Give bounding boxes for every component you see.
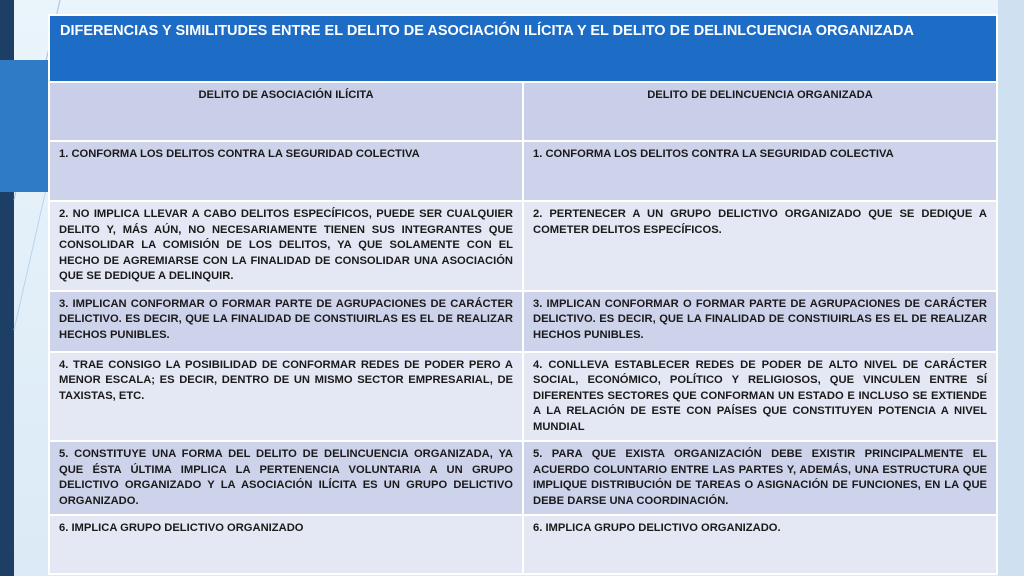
table-row xyxy=(49,441,997,515)
cell-asociacion: 2. NO IMPLICA LLEVAR A CABO DELITOS ESPECÍFICOS, PUEDE SER CUALQUIER DELITO Y, MÁS AÚN, NO NECESARIAMENTE TIENEN SUS INTEGRANTES QUE CONSOLIDAR LA COMISIÓN DE LOS DELITOS, YA QUE SOLAMENTE CON EL HECHO DE AGREMIARSE CON LA FINALIDAD DE CONSOLIDAR UNA ASOCIACIÓN QUE SE DEDIQUE A DELINQUIR. xyxy=(49,201,523,291)
cell-asociacion: 1. CONFORMA LOS DELITOS CONTRA LA SEGURIDAD COLECTIVA xyxy=(49,141,523,201)
table-row xyxy=(49,141,997,201)
table-row xyxy=(49,291,997,352)
cell-asociacion: 3. IMPLICAN CONFORMAR O FORMAR PARTE DE AGRUPACIONES DE CARÁCTER DELICTIVO. ES DECIR, QUE LA FINALIDAD DE CONSTIUIRLAS ES EL DE REALIZAR HECHOS PUNIBLES. xyxy=(49,291,523,352)
cell-asociacion: 6. IMPLICA GRUPO DELICTIVO ORGANIZADO xyxy=(49,515,523,574)
cell-asociacion: 4. TRAE CONSIGO LA POSIBILIDAD DE CONFORMAR REDES DE PODER PERO A MENOR ESCALA; ES DECIR, DENTRO DE UN MISMO SECTOR EMPRESARIAL, DE TAXISTAS, ETC. xyxy=(49,352,523,442)
column-header-asociacion: DELITO DE ASOCIACIÓN ILÍCITA xyxy=(49,82,523,141)
column-header-delincuencia: DELITO DE DELINCUENCIA ORGANIZADA xyxy=(523,82,997,141)
table-row xyxy=(49,201,997,291)
comparison-table xyxy=(48,14,998,575)
decorative-right-strip xyxy=(998,0,1024,576)
table-row xyxy=(49,352,997,442)
cell-delincuencia: 3. IMPLICAN CONFORMAR O FORMAR PARTE DE AGRUPACIONES DE CARÁCTER DELICTIVO. ES DECIR, QUE LA FINALIDAD DE CONSTIUIRLAS ES EL DE REALIZAR HECHOS PUNIBLES. xyxy=(523,291,997,352)
cell-delincuencia: 4. CONLLEVA ESTABLECER REDES DE PODER DE ALTO NIVEL DE CARÁCTER SOCIAL, ECONÓMICO, POLÍTICO Y RELIGIOSOS, QUE VINCULEN ENTRE SÍ DIFERENTES SECTORES QUE CONFORMAN UN ESTADO E INCLUSO SE EXTIENDE A LA RELACIÓN DE ESTE CON PAÍSES QUE CONSTITUYEN POTENCIA A NIVEL MUNDIAL xyxy=(523,352,997,442)
title-row xyxy=(49,15,997,82)
cell-delincuencia: 6. IMPLICA GRUPO DELICTIVO ORGANIZADO. xyxy=(523,515,997,574)
cell-delincuencia: 5. PARA QUE EXISTA ORGANIZACIÓN DEBE EXISTIR PRINCIPALMENTE EL ACUERDO COLUNTARIO ENTRE LAS PARTES Y, ADEMÁS, UNA ESTRUCTURA QUE IMPLIQUE DISTRIBUCIÓN DE TAREAS O ASIGNACIÓN DE FUNCIONES, EN LA QUE DEBE DARSE UNA COORDINACIÓN. xyxy=(523,441,997,515)
table-row xyxy=(49,515,997,574)
decorative-accent-block xyxy=(0,60,48,192)
cell-delincuencia: 1. CONFORMA LOS DELITOS CONTRA LA SEGURIDAD COLECTIVA xyxy=(523,141,997,201)
cell-delincuencia: 2. PERTENECER A UN GRUPO DELICTIVO ORGANIZADO QUE SE DEDIQUE A COMETER DELITOS ESPECÍFICOS. xyxy=(523,201,997,291)
table-title: DIFERENCIAS Y SIMILITUDES ENTRE EL DELITO DE ASOCIACIÓN ILÍCITA Y EL DELITO DE DELINLCUENCIA ORGANIZADA xyxy=(49,15,997,82)
cell-asociacion: 5. CONSTITUYE UNA FORMA DEL DELITO DE DELINCUENCIA ORGANIZADA, YA QUE ÉSTA ÚLTIMA IMPLICA LA PERTENENCIA VOLUNTARIA A UN GRUPO DELICTIVO ORGANIZADO Y LA ASOCIACIÓN ILÍCITA ES UN GRUPO DELICTIVO ORGANIZADO. xyxy=(49,441,523,515)
header-row xyxy=(49,82,997,141)
